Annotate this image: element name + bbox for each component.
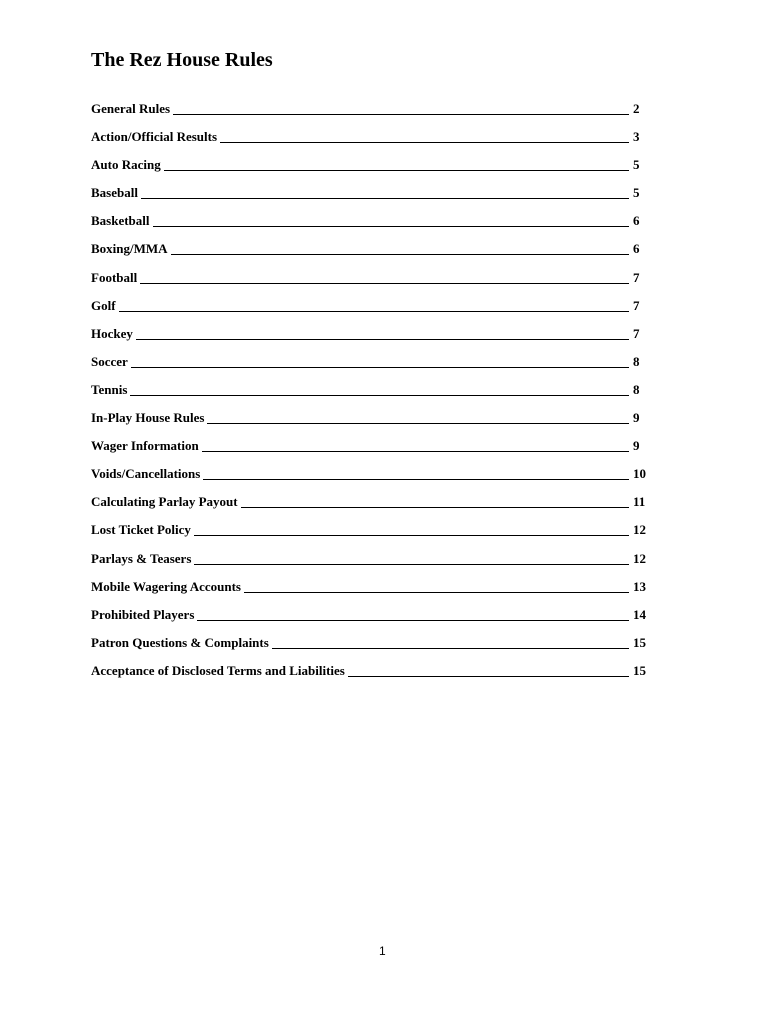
table-of-contents bbox=[91, 99, 651, 689]
toc-entry-label: Baseball bbox=[91, 185, 138, 201]
toc-entry-label: Acceptance of Disclosed Terms and Liabilities bbox=[91, 662, 345, 678]
toc-entry-page-number: 6 bbox=[633, 213, 640, 229]
toc-entry[interactable] bbox=[91, 239, 651, 267]
toc-entry-page-number: 10 bbox=[633, 466, 646, 482]
toc-entry[interactable] bbox=[91, 577, 651, 605]
toc-entry[interactable] bbox=[91, 605, 651, 633]
toc-entry[interactable] bbox=[91, 183, 651, 211]
toc-entry[interactable] bbox=[91, 352, 651, 380]
toc-entry-page-number: 12 bbox=[633, 550, 646, 566]
toc-entry-page-number: 13 bbox=[633, 578, 646, 594]
toc-entry-page-number: 7 bbox=[633, 269, 640, 285]
toc-leader-line bbox=[173, 114, 629, 115]
toc-entry-label: In-Play House Rules bbox=[91, 410, 205, 426]
toc-entry[interactable] bbox=[91, 492, 651, 520]
toc-entry-page-number: 2 bbox=[633, 101, 640, 116]
toc-entry[interactable] bbox=[91, 155, 651, 183]
toc-leader-line bbox=[140, 283, 629, 284]
toc-leader-line bbox=[136, 339, 629, 340]
toc-entry[interactable] bbox=[91, 633, 651, 661]
toc-entry-label: Wager Information bbox=[91, 438, 199, 454]
toc-entry-page-number: 5 bbox=[633, 157, 640, 173]
toc-entry-label: Football bbox=[91, 269, 138, 285]
toc-entry-label: Golf bbox=[91, 297, 116, 313]
toc-entry-page-number: 12 bbox=[633, 522, 646, 538]
toc-leader-line bbox=[241, 507, 629, 508]
toc-entry-page-number: 5 bbox=[633, 185, 640, 201]
toc-entry-label: Hockey bbox=[91, 325, 133, 341]
page-title: The Rez House Rules bbox=[91, 49, 273, 71]
toc-entry-page-number: 3 bbox=[633, 129, 640, 145]
toc-entry-page-number: 8 bbox=[633, 353, 640, 369]
toc-entry-label: Boxing/MMA bbox=[91, 241, 168, 257]
toc-entry-label: Tennis bbox=[91, 381, 128, 397]
toc-entry-label: Voids/Cancellations bbox=[91, 466, 201, 482]
toc-leader-line bbox=[194, 535, 629, 536]
toc-entry[interactable] bbox=[91, 408, 651, 436]
toc-entry[interactable] bbox=[91, 380, 651, 408]
toc-leader-line bbox=[141, 198, 629, 199]
toc-entry-page-number: 9 bbox=[633, 410, 640, 426]
toc-entry[interactable] bbox=[91, 296, 651, 324]
toc-leader-line bbox=[153, 226, 629, 227]
toc-entry-label: Auto Racing bbox=[91, 157, 161, 173]
toc-entry-page-number: 9 bbox=[633, 438, 640, 454]
toc-entry-label: General Rules bbox=[91, 101, 171, 116]
toc-leader-line bbox=[203, 479, 629, 480]
toc-entry-page-number: 7 bbox=[633, 297, 640, 313]
toc-leader-line bbox=[119, 311, 629, 312]
toc-entry-page-number: 6 bbox=[633, 241, 640, 257]
toc-entry-page-number: 7 bbox=[633, 325, 640, 341]
toc-leader-line bbox=[194, 564, 629, 565]
toc-leader-line bbox=[131, 367, 629, 368]
toc-entry-page-number: 15 bbox=[633, 662, 646, 678]
toc-entry-page-number: 14 bbox=[633, 606, 646, 622]
toc-leader-line bbox=[130, 395, 629, 396]
page-number: 1 bbox=[379, 944, 386, 958]
toc-leader-line bbox=[348, 676, 629, 677]
toc-leader-line bbox=[244, 592, 629, 593]
toc-entry-label: Prohibited Players bbox=[91, 606, 195, 622]
toc-entry-label: Mobile Wagering Accounts bbox=[91, 578, 241, 594]
toc-entry[interactable] bbox=[91, 520, 651, 548]
toc-entry-label: Calculating Parlay Payout bbox=[91, 494, 238, 510]
toc-entry[interactable] bbox=[91, 436, 651, 464]
toc-entry-label: Lost Ticket Policy bbox=[91, 522, 191, 538]
toc-entry-label: Parlays & Teasers bbox=[91, 550, 192, 566]
toc-entry[interactable] bbox=[91, 661, 651, 689]
toc-entry[interactable] bbox=[91, 324, 651, 352]
toc-entry-page-number: 11 bbox=[633, 494, 646, 510]
toc-leader-line bbox=[164, 170, 629, 171]
toc-entry-page-number: 8 bbox=[633, 381, 640, 397]
toc-entry-label: Soccer bbox=[91, 353, 128, 369]
toc-entry-page-number: 15 bbox=[633, 634, 646, 650]
toc-leader-line bbox=[197, 620, 629, 621]
toc-entry[interactable] bbox=[91, 127, 651, 155]
toc-leader-line bbox=[202, 451, 629, 452]
toc-entry-label: Action/Official Results bbox=[91, 129, 218, 145]
toc-entry[interactable] bbox=[91, 268, 651, 296]
toc-leader-line bbox=[207, 423, 629, 424]
toc-leader-line bbox=[272, 648, 629, 649]
toc-entry-label: Patron Questions & Complaints bbox=[91, 634, 269, 650]
toc-leader-line bbox=[220, 142, 629, 143]
toc-entry[interactable] bbox=[91, 549, 651, 577]
toc-entry[interactable] bbox=[91, 211, 651, 239]
toc-leader-line bbox=[171, 254, 629, 255]
toc-entry[interactable] bbox=[91, 99, 651, 127]
toc-entry-label: Basketball bbox=[91, 213, 150, 229]
toc-entry[interactable] bbox=[91, 464, 651, 492]
